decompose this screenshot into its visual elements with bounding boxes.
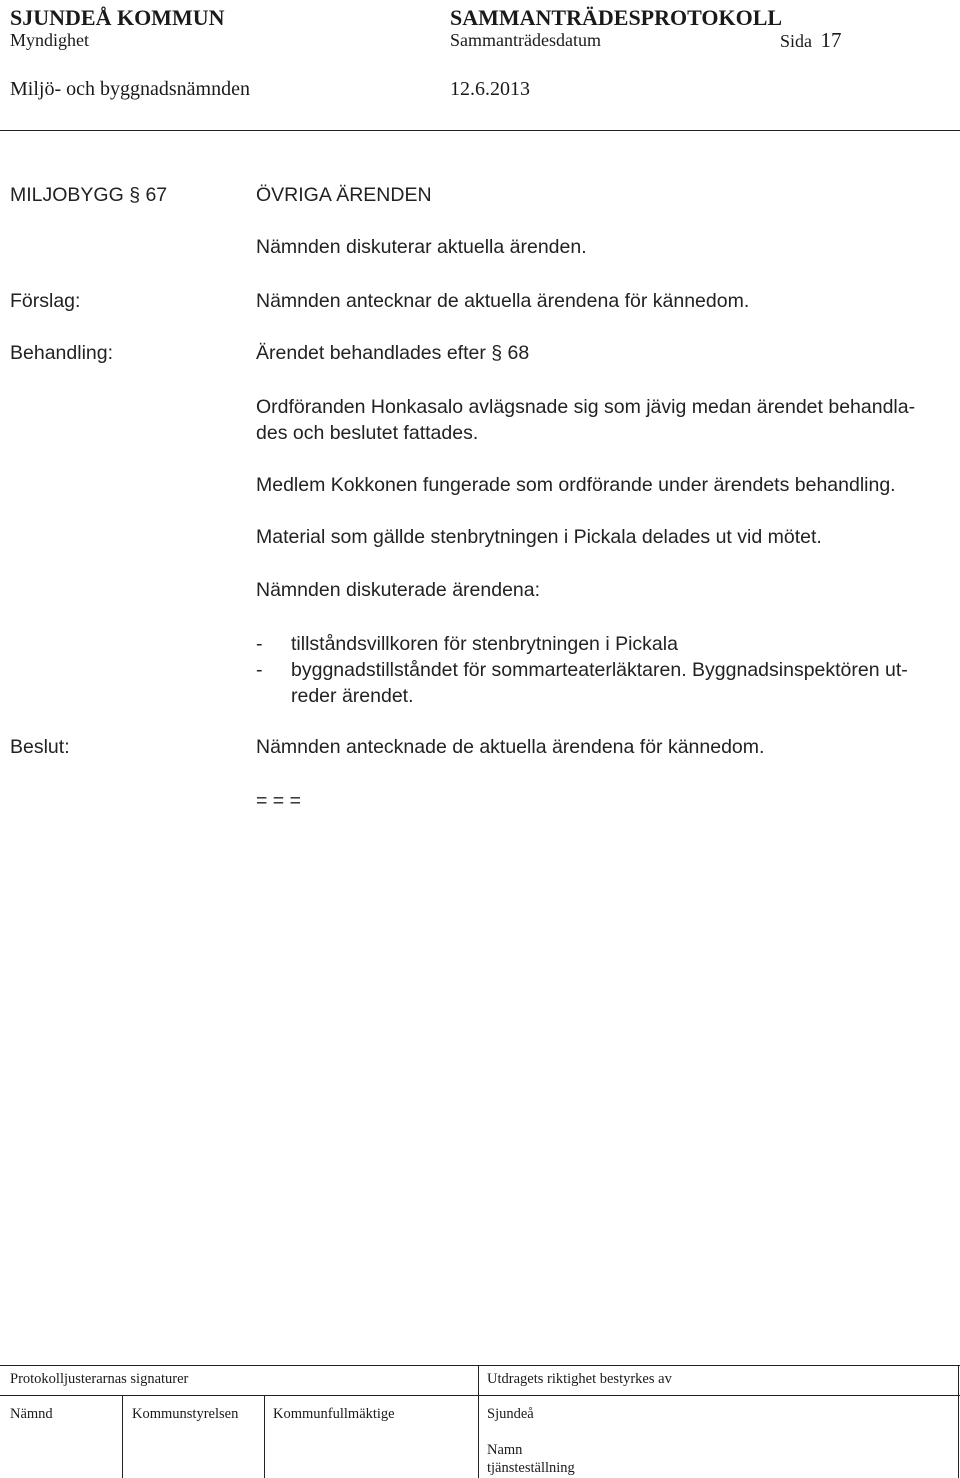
list-bullet: - xyxy=(256,659,263,681)
header-divider xyxy=(0,130,960,131)
beslut-text: Nämnden antecknade de aktuella ärendena för kännedom. xyxy=(256,736,765,758)
footer-top-rule xyxy=(0,1365,960,1366)
page-number: 17 xyxy=(820,28,842,52)
certifier-position-label: tjänsteställning xyxy=(487,1460,575,1476)
authority-name: Miljö- och byggnadsnämnden xyxy=(10,78,250,100)
footer-col-divider xyxy=(264,1395,265,1478)
forslag-text: Nämnden antecknar de aktuella ärendena för kännedom. xyxy=(256,290,750,312)
page-label: Sida xyxy=(780,31,813,51)
municipality-name: SJUNDEÅ KOMMUN xyxy=(10,5,225,30)
end-mark: = = = xyxy=(256,790,301,812)
footer-divider xyxy=(478,1365,479,1478)
list-item-text: tillståndsvillkoren för stenbrytningen i Pickala xyxy=(291,633,678,655)
signatures-title: Protokolljusterarnas signaturer xyxy=(10,1371,189,1387)
behandling-label: Behandling: xyxy=(10,342,114,364)
list-item-text-line1: byggnadstillståndet för sommarteaterläktaren. Byggnadsinspektören ut- xyxy=(291,659,908,681)
list-item xyxy=(256,657,956,709)
footer-mid-rule xyxy=(0,1395,960,1396)
certification-title: Utdragets riktighet bestyrkes av xyxy=(487,1371,672,1387)
certification-place: Sjundeå xyxy=(487,1406,534,1422)
intro-text: Nämnden diskuterar aktuella ärenden. xyxy=(256,236,587,258)
document-type: SAMMANTRÄDESPROTOKOLL xyxy=(450,5,783,30)
behandling-text: Ärendet behandlades efter § 68 xyxy=(256,342,530,364)
beslut-label: Beslut: xyxy=(10,736,70,758)
section-title: ÖVRIGA ÄRENDEN xyxy=(256,184,432,206)
paragraph-discussed: Nämnden diskuterade ärendena: xyxy=(256,579,541,601)
signature-col-board: Nämnd xyxy=(10,1406,53,1422)
list-bullet: - xyxy=(256,633,263,655)
date-label: Sammanträdesdatum xyxy=(450,30,601,50)
paragraph-chair-recused-line2: des och beslutet fattades. xyxy=(256,422,479,444)
footer-right-edge xyxy=(958,1365,959,1478)
signature-col-council: Kommunfullmäktige xyxy=(273,1406,395,1422)
paragraph-chair-recused-line1: Ordföranden Honkasalo avlägsnade sig som jävig medan ärendet behandla- xyxy=(256,396,916,418)
page-indicator xyxy=(780,28,842,53)
authority-label: Myndighet xyxy=(10,30,89,50)
paragraph-acting-chair: Medlem Kokkonen fungerade som ordförande under ärendets behandling. xyxy=(256,474,896,496)
signature-col-executive: Kommunstyrelsen xyxy=(132,1406,239,1422)
meeting-date: 12.6.2013 xyxy=(450,78,530,100)
certifier-name-label: Namn xyxy=(487,1442,523,1458)
forslag-label: Förslag: xyxy=(10,290,81,312)
footer-col-divider xyxy=(122,1395,123,1478)
paragraph-chair-recused xyxy=(256,394,956,446)
section-code: MILJOBYGG § 67 xyxy=(10,184,168,206)
paragraph-material: Material som gällde stenbrytningen i Pickala delades ut vid mötet. xyxy=(256,526,822,548)
list-item-text-line2: reder ärendet. xyxy=(291,685,414,707)
list-item xyxy=(256,631,956,657)
